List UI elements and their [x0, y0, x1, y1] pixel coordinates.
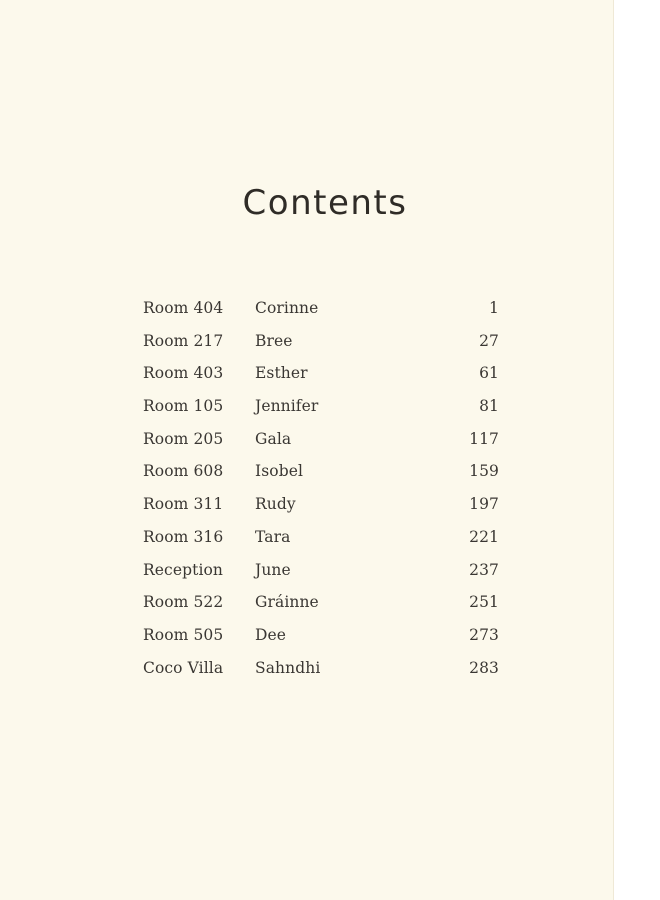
- toc-room: Room 608: [143, 462, 224, 481]
- toc-entry: [143, 590, 503, 623]
- toc-room: Room 105: [143, 397, 224, 416]
- toc-page-number: 159: [469, 462, 499, 481]
- toc-entry: [143, 296, 503, 329]
- toc-name: Gala: [255, 429, 292, 448]
- table-of-contents: [143, 296, 503, 688]
- toc-name: Esther: [255, 364, 308, 383]
- toc-room: Room 316: [143, 527, 224, 546]
- toc-room: Room 403: [143, 364, 224, 383]
- toc-entry: [143, 394, 503, 427]
- toc-page-number: 1: [489, 299, 499, 317]
- toc-name: Tara: [255, 527, 291, 546]
- toc-page-number: 283: [469, 658, 499, 677]
- toc-entry: [143, 525, 503, 558]
- toc-entry: [143, 427, 503, 460]
- toc-room: Reception: [143, 560, 224, 579]
- toc-page-number: 221: [469, 527, 499, 546]
- toc-name: Jennifer: [255, 397, 319, 416]
- toc-name: Isobel: [255, 462, 304, 481]
- toc-page-number: 61: [479, 364, 499, 383]
- toc-entry: [143, 459, 503, 492]
- toc-room: Room 217: [143, 331, 224, 350]
- toc-name: Corinne: [255, 299, 319, 317]
- toc-page-number: 197: [469, 495, 499, 514]
- toc-name: Dee: [255, 625, 287, 644]
- toc-room: Room 205: [143, 429, 224, 448]
- toc-page-number: 237: [469, 560, 499, 579]
- toc-page-number: 251: [469, 593, 499, 612]
- toc-page-number: 117: [469, 429, 499, 448]
- toc-entry: [143, 558, 503, 591]
- toc-room: Room 505: [143, 625, 224, 644]
- toc-name: Bree: [255, 331, 293, 350]
- toc-room: Room 404: [143, 299, 224, 317]
- toc-entry: [143, 492, 503, 525]
- toc-entry: [143, 361, 503, 394]
- toc-room: Coco Villa: [143, 658, 224, 677]
- toc-name: Sahndhi: [255, 658, 321, 677]
- toc-entry: [143, 329, 503, 362]
- toc-name: Rudy: [255, 495, 296, 514]
- toc-name: June: [255, 560, 291, 579]
- toc-page-number: 81: [479, 397, 499, 416]
- toc-entry: [143, 656, 503, 689]
- toc-page-number: 27: [479, 331, 499, 350]
- toc-room: Room 522: [143, 593, 224, 612]
- toc-entry: [143, 623, 503, 656]
- toc-page-number: 273: [469, 625, 499, 644]
- page-title: Contents: [242, 183, 408, 223]
- toc-name: Gráinne: [255, 593, 319, 612]
- toc-room: Room 311: [143, 495, 224, 514]
